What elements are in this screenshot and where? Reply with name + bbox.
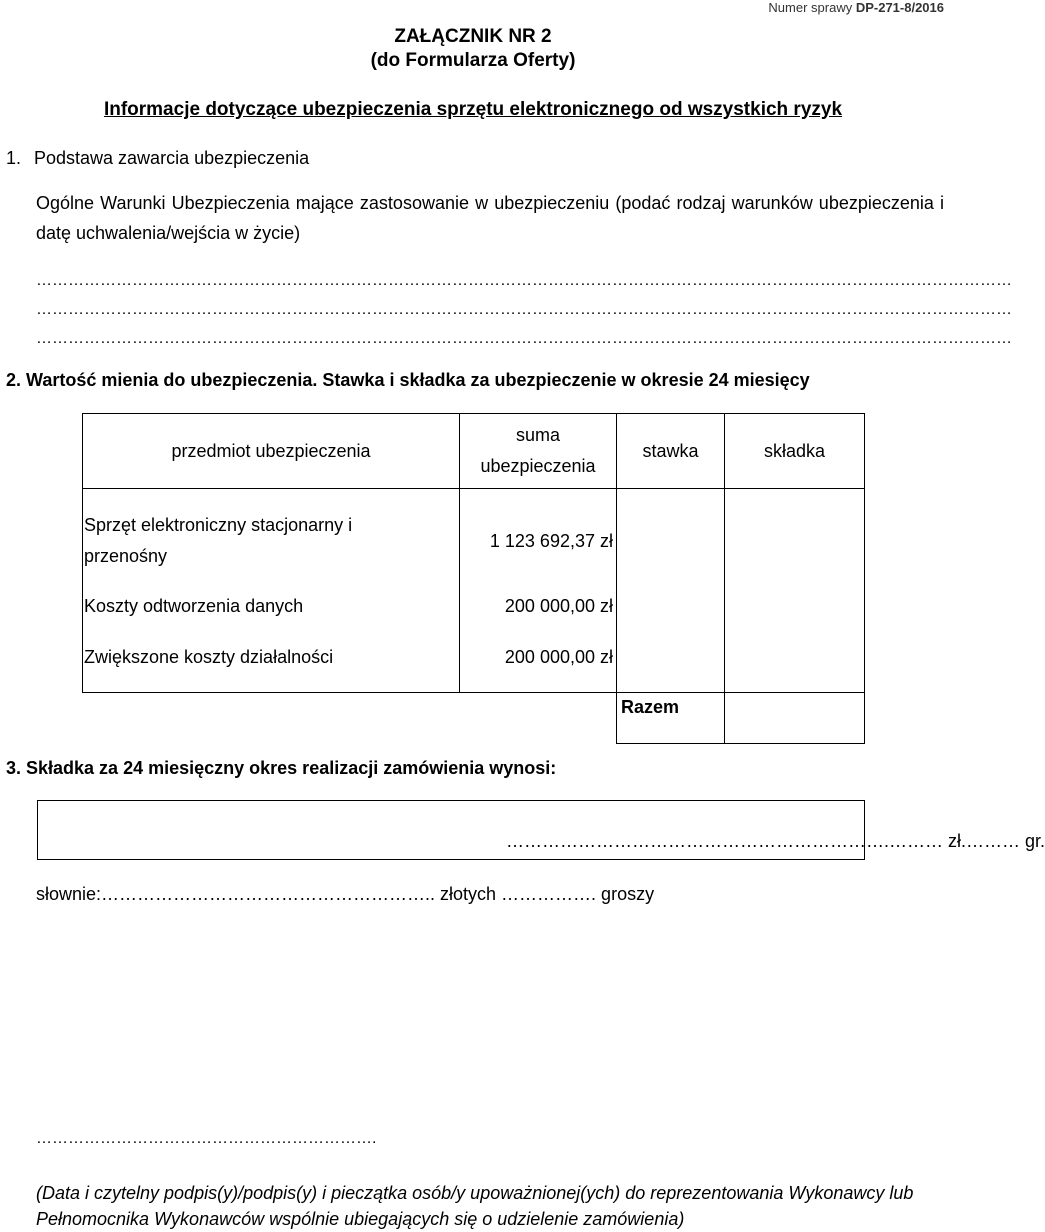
header-rate: stawka bbox=[642, 441, 699, 461]
header-premium: składka bbox=[763, 441, 826, 461]
row-sum: 200 000,00 zł bbox=[504, 647, 613, 667]
document-subtitle: Informacje dotyczące ubezpieczenia sprzętu elektronicznego od wszystkich ryzyk bbox=[103, 99, 843, 120]
section-3-heading: 3. Składka za 24 miesięczny okres realizacji zamówienia wynosi: bbox=[6, 758, 557, 778]
document-title-subline: (do Formularza Oferty) bbox=[370, 50, 576, 71]
row-item-line2: przenośny bbox=[84, 546, 168, 566]
fill-in-line-3[interactable]: ………………………………………………………………………………………………………………………………………………………………… bbox=[36, 330, 1012, 347]
premium-amount-field[interactable]: ……………………………………………………….……… zł.……… gr. bbox=[506, 831, 1045, 851]
row-sum: 200 000,00 zł bbox=[504, 596, 613, 616]
signature-line[interactable]: ………………………………………………………. bbox=[36, 1130, 377, 1147]
total-label: Razem bbox=[620, 697, 680, 717]
table-total-value-cell[interactable] bbox=[724, 692, 865, 744]
row-item: Koszty odtworzenia danych bbox=[84, 596, 304, 616]
section-1-paragraph: Ogólne Warunki Ubezpieczenia mające zastosowanie w ubezpieczeniu (podać rodzaj warunków ubezpieczenia i datę uchwalenia/wejścia w życie) bbox=[36, 193, 944, 243]
case-number bbox=[768, 0, 944, 15]
fill-in-line-2[interactable]: ………………………………………………………………………………………………………………………………………………………………… bbox=[36, 301, 1012, 318]
fill-in-line-1[interactable]: ………………………………………………………………………………………………………………………………………………………………… bbox=[36, 272, 1012, 289]
row-sum: 1 123 692,37 zł bbox=[489, 531, 613, 551]
row-item-line1: Sprzęt elektroniczny stacjonarny i bbox=[84, 515, 353, 535]
row-item: Zwiększone koszty działalności bbox=[84, 647, 334, 667]
table-premium-column[interactable] bbox=[724, 488, 865, 693]
section-2-heading: 2. Wartość mienia do ubezpieczenia. Stawka i składka za ubezpieczenie w okresie 24 miesięcy bbox=[6, 370, 810, 390]
header-item: przedmiot ubezpieczenia bbox=[171, 441, 371, 461]
section-1-number: 1. bbox=[6, 148, 22, 168]
header-sum-line2: ubezpieczenia bbox=[480, 456, 596, 476]
case-number-value: DP-271-8/2016 bbox=[855, 0, 944, 15]
table-rate-column[interactable] bbox=[616, 488, 725, 693]
premium-in-words-field[interactable]: słownie:……………………………………………….. złotych ……………. groszy bbox=[36, 884, 655, 904]
header-sum-line1: suma bbox=[515, 425, 560, 445]
case-number-label: Numer sprawy bbox=[768, 0, 856, 15]
section-1-heading bbox=[6, 148, 309, 169]
document-title: ZAŁĄCZNIK NR 2 bbox=[394, 26, 552, 47]
section-1-title: Podstawa zawarcia ubezpieczenia bbox=[34, 148, 310, 168]
signature-caption: (Data i czytelny podpis(y)/podpis(y) i pieczątka osób/y upoważnionej(ych) do reprezentowania Wykonawcy lub Pełnomocnika Wykonawców wspólnie ubiegających się o udzielenie zamówienia) bbox=[36, 1183, 914, 1229]
